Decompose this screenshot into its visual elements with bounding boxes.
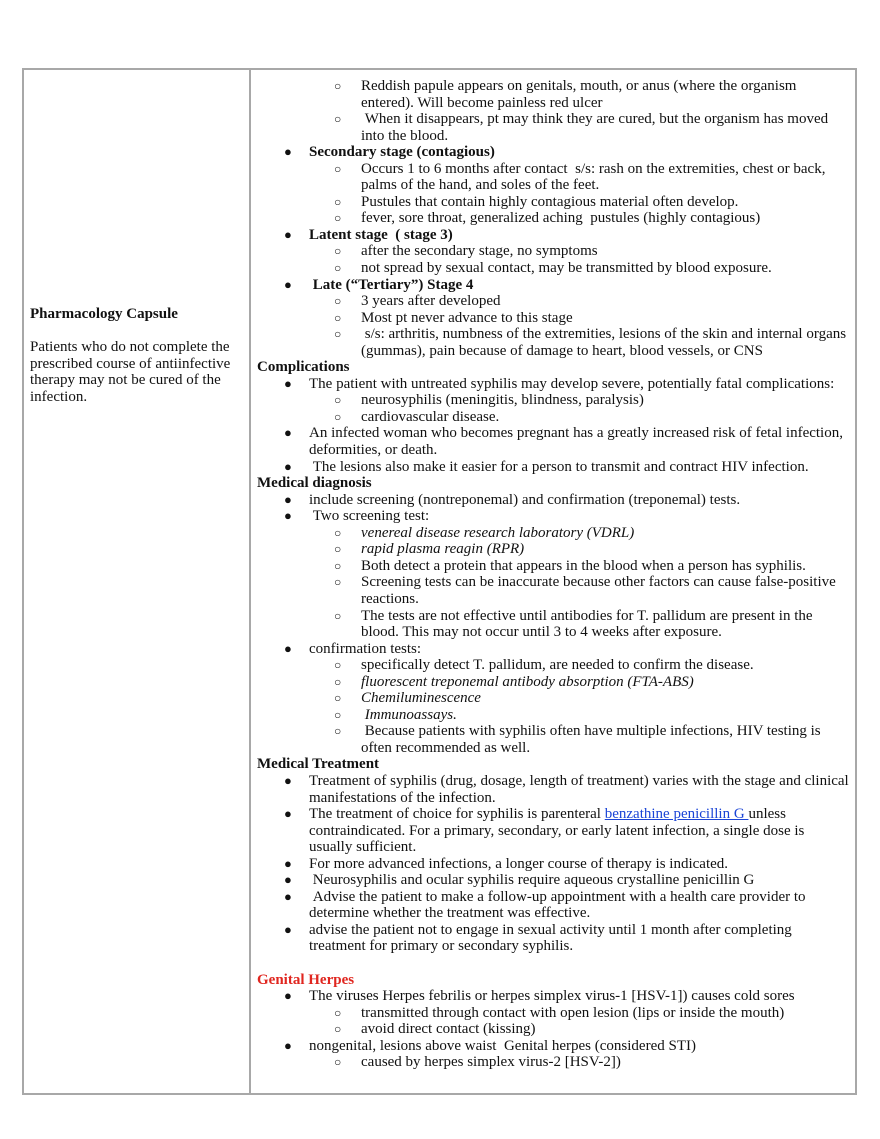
item-text: rapid plasma reagin (RPR): [361, 541, 525, 558]
circle-bullet-icon: ○: [334, 575, 342, 590]
capsule-title: Pharmacology Capsule: [30, 306, 178, 322]
item-text: Medical diagnosis: [257, 475, 372, 492]
bullet-item: [251, 277, 851, 294]
circle-bullet-icon: ○: [334, 194, 342, 209]
circle-bullet-icon: ○: [334, 724, 342, 739]
bullet-item: [251, 508, 851, 525]
circle-bullet-icon: ○: [334, 79, 342, 93]
sub-bullet-item: [251, 541, 851, 558]
bullet-icon: ●: [284, 772, 292, 788]
item-text: fever, sore throat, generalized aching pustules (highly contagious): [361, 210, 761, 227]
sub-bullet-item: [251, 260, 851, 277]
item-text: unless contraindicated. For a primary, secondary, or early latent infection, a single dose is usually sufficient.: [309, 806, 809, 856]
circle-bullet-icon: ○: [334, 707, 342, 722]
sub-bullet-item: [251, 1021, 851, 1038]
section-heading: [251, 756, 851, 773]
item-text: avoid direct contact (kissing): [361, 1021, 536, 1038]
bullet-icon: ●: [284, 1037, 292, 1053]
item-text: Neurosyphilis and ocular syphilis require aqueous crystalline penicillin G: [309, 872, 755, 889]
circle-bullet-icon: ○: [334, 409, 342, 424]
syphilis-notes: [251, 78, 851, 1071]
circle-bullet-icon: ○: [334, 244, 342, 259]
item-text: Secondary stage (contagious): [309, 144, 495, 161]
item-text: venereal disease research laboratory (VDRL): [361, 524, 635, 541]
bullet-item: [251, 459, 851, 476]
bullet-icon: ●: [284, 144, 292, 160]
sub-bullet-item: [251, 194, 851, 211]
bullet-icon: ●: [284, 921, 292, 937]
bullet-item: [251, 144, 851, 161]
bullet-icon: ●: [284, 640, 292, 656]
item-text: When it disappears, pt may think they are cured, but the organism has moved into the blood.: [361, 111, 832, 144]
bullet-icon: ●: [284, 491, 292, 507]
item-text: transmitted through contact with open lesion (lips or inside the mouth): [361, 1004, 785, 1021]
item-text: Both detect a protein that appears in the blood when a person has syphilis.: [361, 557, 806, 574]
notes-table: [22, 68, 857, 1095]
item-text: The tests are not effective until antibodies for T. pallidum are present in the blood. This may not occur until 3 to 4 weeks after exposure.: [361, 607, 817, 641]
bullet-item: [251, 806, 851, 856]
circle-bullet-icon: ○: [334, 558, 342, 573]
item-text: neurosyphilis (meningitis, blindness, paralysis): [361, 392, 644, 409]
item-text: confirmation tests:: [309, 640, 422, 657]
sub-bullet-item: [251, 707, 851, 724]
item-text: Screening tests can be inaccurate because other factors can cause false-positive reactions.: [361, 574, 840, 607]
circle-bullet-icon: ○: [334, 161, 342, 176]
circle-bullet-icon: ○: [334, 1005, 342, 1020]
item-text: fluorescent treponemal antibody absorption (FTA-ABS): [361, 673, 694, 690]
bullet-item: [251, 376, 851, 393]
circle-bullet-icon: ○: [334, 327, 342, 342]
item-text: Complications: [257, 359, 350, 376]
circle-bullet-icon: ○: [334, 294, 342, 309]
item-text: Occurs 1 to 6 months after contact s/s: rash on the extremities, chest or back, palms of the hand, and soles of the feet.: [361, 160, 830, 194]
item-text: The patient with untreated syphilis may develop severe, potentially fatal complications:: [309, 375, 835, 392]
item-text: specifically detect T. pallidum, are needed to confirm the disease.: [361, 657, 754, 674]
sub-bullet-item: [251, 574, 851, 607]
sub-bullet-item: [251, 111, 851, 144]
bullet-item: [251, 227, 851, 244]
sub-bullet-item: [251, 78, 851, 111]
item-text: Pustules that contain highly contagious material often develop.: [361, 193, 739, 210]
sub-bullet-item: [251, 690, 851, 707]
drug-link[interactable]: benzathine penicillin G: [604, 806, 749, 823]
circle-bullet-icon: ○: [334, 112, 342, 127]
sub-bullet-item: [251, 525, 851, 542]
item-text: s/s: arthritis, numbness of the extremities, lesions of the skin and internal organs (gummas), pain because of damage to heart, blood vessels, or CNS: [361, 326, 850, 359]
sub-bullet-item: [251, 558, 851, 575]
circle-bullet-icon: ○: [334, 1055, 342, 1070]
circle-bullet-icon: ○: [334, 393, 342, 408]
item-text: The viruses Herpes febrilis or herpes simplex virus-1 [HSV-1]) causes cold sores: [309, 988, 795, 1005]
bullet-item: [251, 922, 851, 955]
item-text: not spread by sexual contact, may be transmitted by blood exposure.: [361, 260, 772, 277]
item-text: The treatment of choice for syphilis is parenteral: [309, 806, 605, 823]
circle-bullet-icon: ○: [334, 1022, 342, 1037]
item-text: Genital Herpes: [257, 971, 355, 988]
item-text: nongenital, lesions above waist Genital herpes (considered STI): [309, 1037, 696, 1054]
item-text: advise the patient not to engage in sexual activity until 1 month after completing treatment for primary or secondary syphilis.: [309, 921, 796, 955]
sub-bullet-item: [251, 723, 851, 756]
item-text: Reddish papule appears on genitals, mouth, or anus (where the organism entered). Will become painless red ulcer: [361, 78, 801, 111]
item-text: Latent stage ( stage 3): [309, 226, 453, 243]
bullet-icon: ●: [284, 458, 292, 474]
item-text: Treatment of syphilis (drug, dosage, length of treatment) varies with the stage and clinical manifestations of the infection.: [309, 772, 853, 806]
circle-bullet-icon: ○: [334, 525, 342, 540]
bullet-icon: ●: [284, 276, 292, 292]
bullet-icon: ●: [284, 888, 292, 904]
bullet-item: [251, 641, 851, 658]
item-text: Late (“Tertiary”) Stage 4: [309, 276, 474, 293]
bullet-icon: ●: [284, 375, 292, 391]
sub-bullet-item: [251, 210, 851, 227]
bullet-icon: ●: [284, 872, 292, 888]
bullet-icon: ●: [284, 226, 292, 242]
sub-bullet-item: [251, 243, 851, 260]
item-text: after the secondary stage, no symptoms: [361, 243, 598, 260]
item-text: For more advanced infections, a longer course of therapy is indicated.: [309, 855, 729, 872]
item-text: Most pt never advance to this stage: [361, 309, 573, 326]
bullet-icon: ●: [284, 425, 292, 441]
section-heading: [251, 359, 851, 376]
bullet-item: [251, 856, 851, 873]
bullet-item: [251, 773, 851, 806]
item-text: cardiovascular disease.: [361, 408, 500, 425]
item-text: Immunoassays.: [361, 706, 457, 723]
bullet-icon: ●: [284, 806, 292, 822]
item-text: Chemiluminescence: [361, 690, 481, 707]
item-text: include screening (nontreponemal) and confirmation (treponemal) tests.: [309, 491, 741, 508]
sub-bullet-item: [251, 674, 851, 691]
item-text: Two screening test:: [309, 508, 430, 525]
item-text: caused by herpes simplex virus-2 [HSV-2]): [361, 1054, 621, 1071]
sub-bullet-item: [251, 608, 851, 641]
item-text: 3 years after developed: [361, 293, 501, 310]
section-heading: [251, 475, 851, 492]
circle-bullet-icon: ○: [334, 658, 342, 673]
bullet-item: [251, 872, 851, 889]
sub-bullet-item: [251, 293, 851, 310]
sub-bullet-item: [251, 392, 851, 409]
bullet-icon: ●: [284, 508, 292, 524]
bullet-item: [251, 988, 851, 1005]
circle-bullet-icon: ○: [334, 674, 342, 689]
bullet-icon: ●: [284, 988, 292, 1004]
bullet-item: [251, 425, 851, 458]
circle-bullet-icon: ○: [334, 608, 342, 623]
sub-bullet-item: [251, 1005, 851, 1022]
sub-bullet-item: [251, 1054, 851, 1071]
circle-bullet-icon: ○: [334, 310, 342, 325]
item-text: The lesions also make it easier for a person to transmit and contract HIV infection.: [309, 458, 809, 475]
circle-bullet-icon: ○: [334, 542, 342, 557]
bullet-icon: ●: [284, 855, 292, 871]
bullet-item: [251, 889, 851, 922]
bullet-item: [251, 1038, 851, 1055]
item-text: An infected woman who becomes pregnant has a greatly increased risk of fetal infection, deformities, or death.: [309, 425, 847, 459]
circle-bullet-icon: ○: [334, 691, 342, 706]
circle-bullet-icon: ○: [334, 211, 342, 226]
item-text: Medical Treatment: [257, 756, 380, 773]
bullet-item: [251, 492, 851, 509]
item-text: Because patients with syphilis often have multiple infections, HIV testing is often recommended as well.: [361, 723, 825, 756]
circle-bullet-icon: ○: [334, 261, 342, 276]
pharmacology-capsule: [30, 306, 244, 405]
sub-bullet-item: [251, 310, 851, 327]
sub-bullet-item: [251, 326, 851, 359]
sub-bullet-item: [251, 657, 851, 674]
item-text: Advise the patient to make a follow-up appointment with a health care provider to determine whether the treatment was effective.: [309, 888, 810, 922]
sub-bullet-item: [251, 161, 851, 194]
blank-line: [251, 955, 851, 972]
section-heading: [251, 972, 851, 989]
sub-bullet-item: [251, 409, 851, 426]
capsule-body: Patients who do not complete the prescribed course of antiinfective therapy may not be cured of the infection.: [30, 339, 231, 405]
